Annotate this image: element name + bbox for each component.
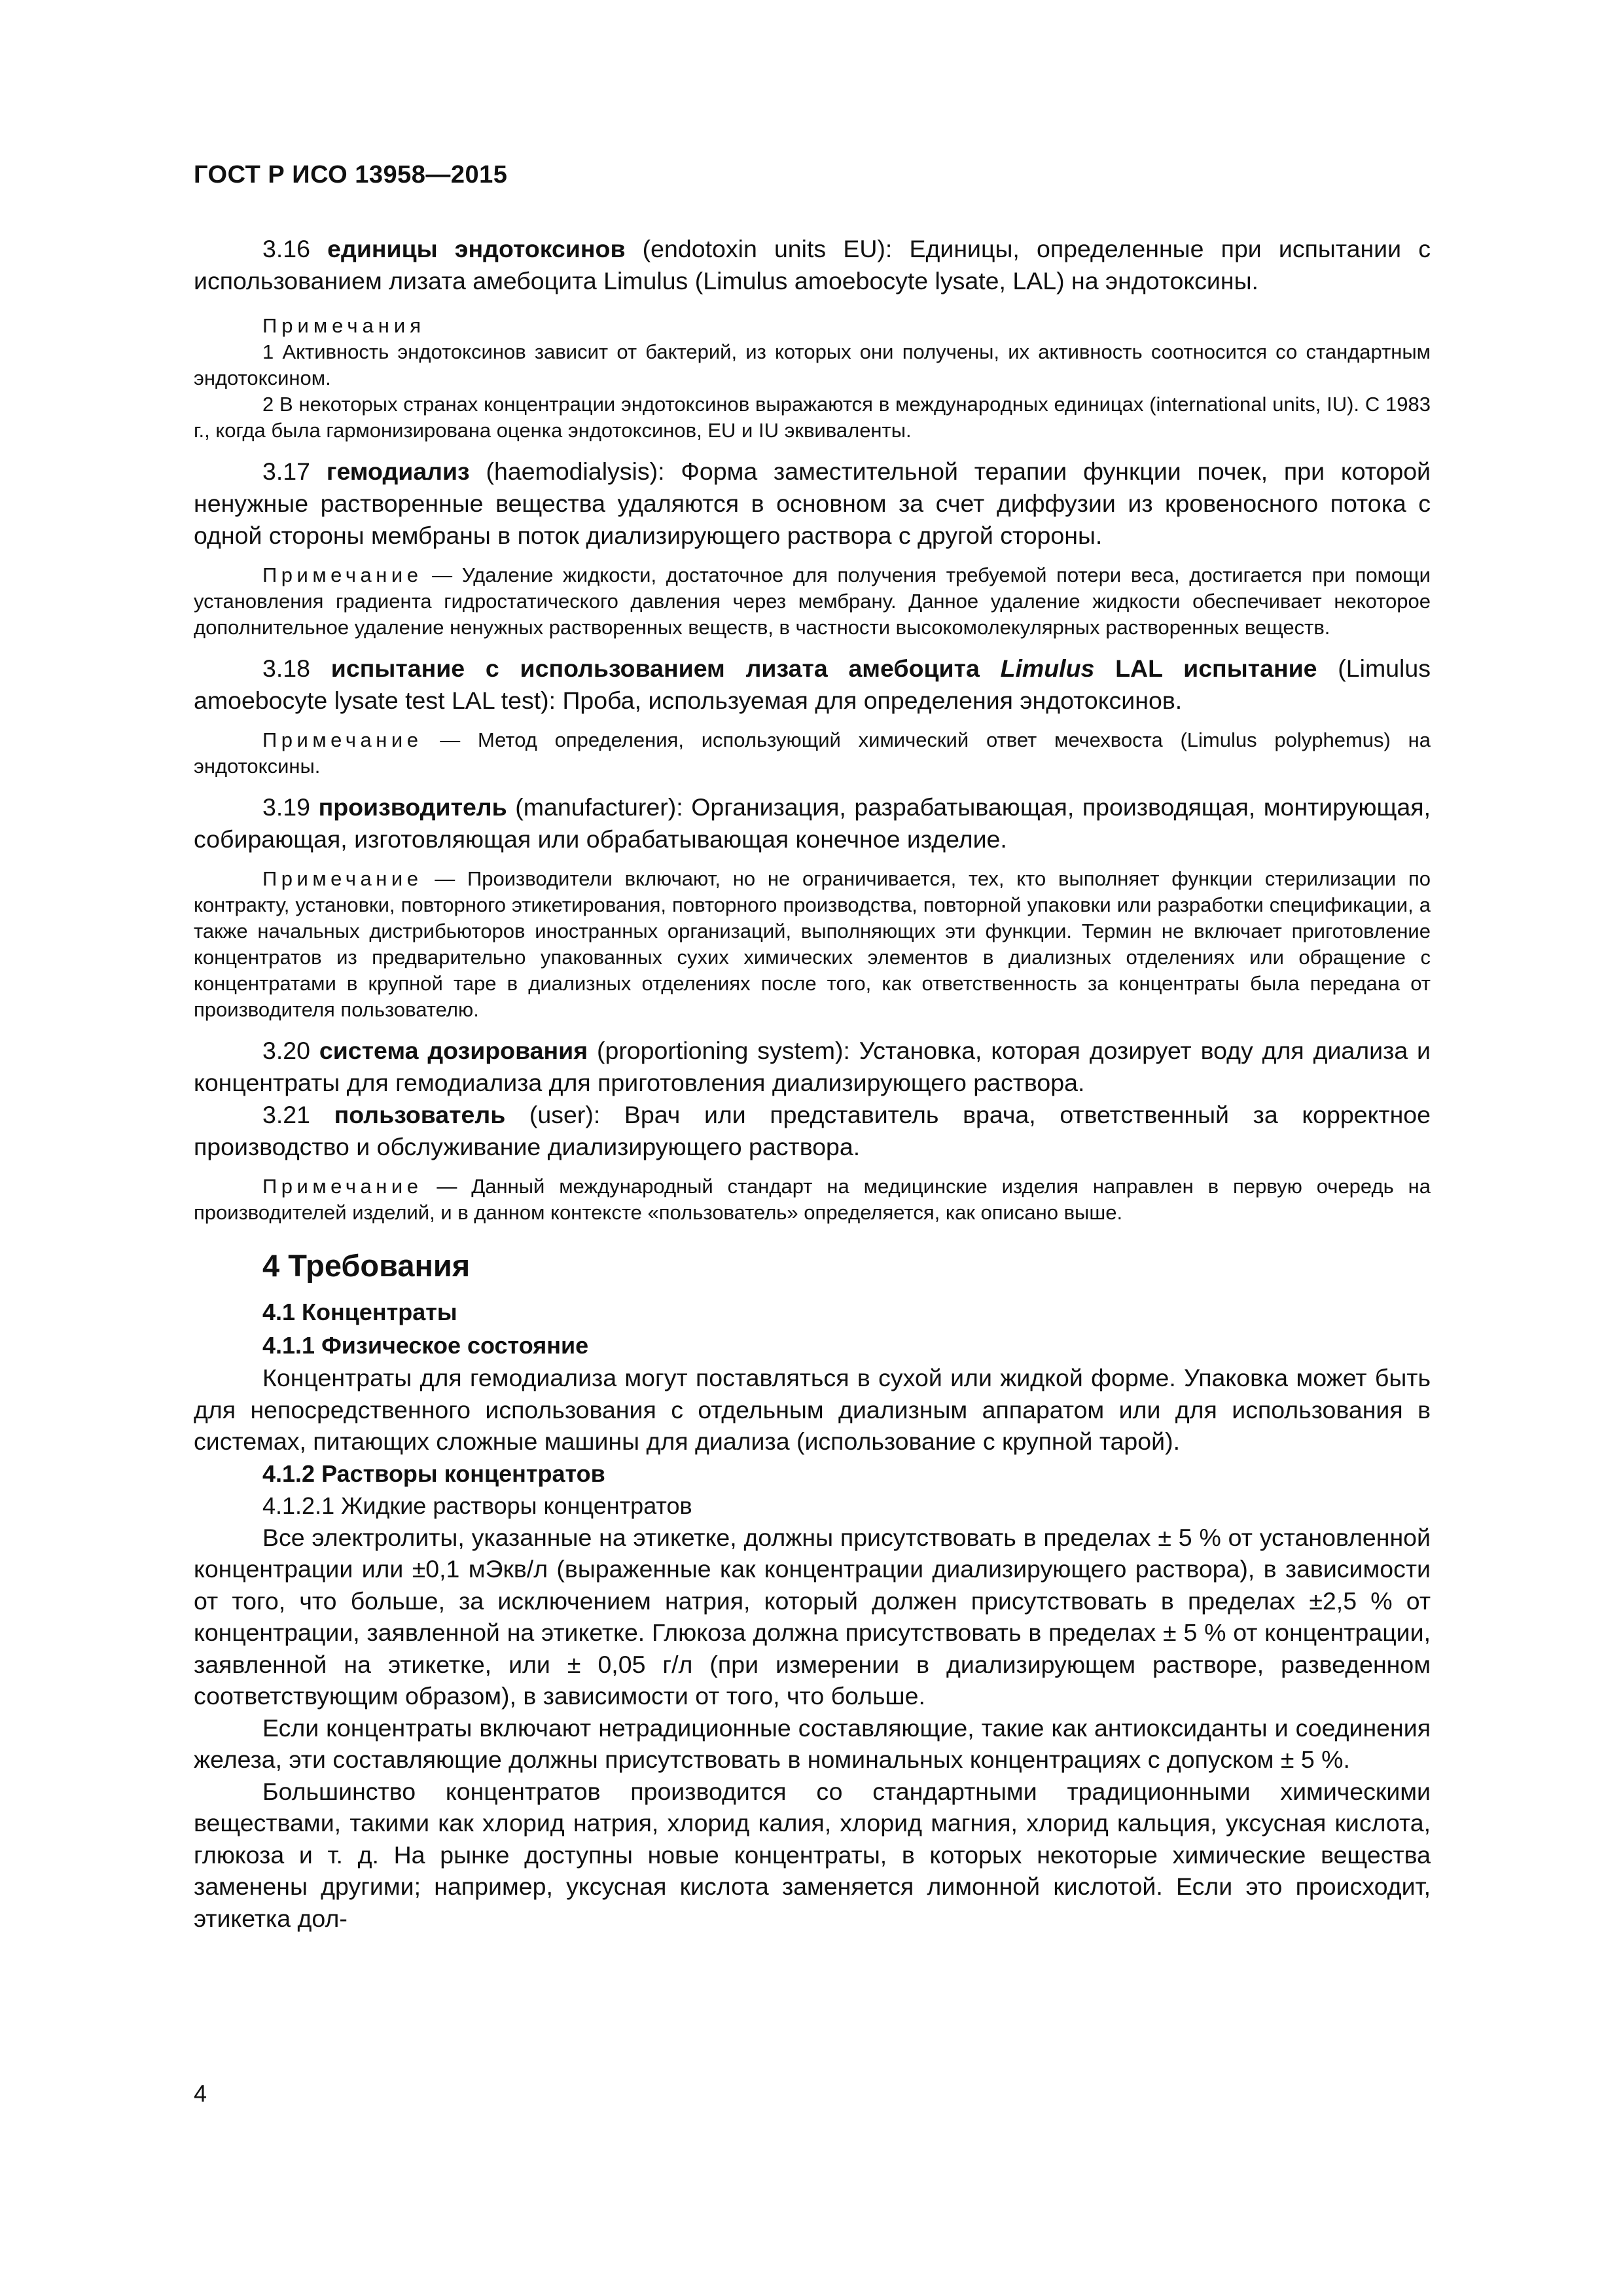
note-label: Примечание: [262, 867, 423, 890]
term-title-a: испытание с использованием лизата амебоцита: [330, 655, 1001, 682]
term-title-italic: Limulus: [1000, 655, 1095, 682]
subsection-heading: 4.1.2 Растворы концентратов: [262, 1460, 605, 1487]
note: [194, 562, 1431, 641]
section-heading: 4 Требования: [262, 1248, 471, 1283]
term-title: [331, 655, 1317, 682]
note-label: Примечание: [262, 728, 423, 751]
term-number: 3.20: [262, 1037, 310, 1064]
note-text: — Метод определения, использующий химический ответ мечехвоста (Limulus polyphemus) на эндотоксины.: [194, 728, 1431, 778]
term-title: система дозирования: [319, 1037, 588, 1064]
term-definition: (proportioning system): Установка, которая дозирует воду для диализа и концентраты для гемодиализа для приготовления диализирующего раствора.: [194, 1037, 1431, 1096]
term-number: 3.21: [262, 1101, 310, 1128]
term-title: производитель: [318, 793, 507, 821]
paragraph: Большинство концентратов производится со стандартными традиционными химическими веществами, такими как хлорид натрия, хлорид калия, хлорид магния, хлорид кальция, уксусная кислота, глюкоза и т. д. На рынке доступны новые концентраты, в которых некоторые химические вещества заменены другими; например, уксусная кислота заменяется лимонной кислотой. Если это происходит, этикетка дол-: [194, 1777, 1431, 1932]
term-number: 3.19: [262, 793, 310, 821]
paragraph: Все электролиты, указанные на этикетке, должны присутствовать в пределах ± 5 % от установленной концентрации или ±0,1 мЭкв/л (выраженные как концентрации диализирующего раствора), в зависимости от того, что больше, за исключением натрия, который должен присутствовать в пределах ±2,5 % от концентрации, заявленной на этикетке. Глюкоза должна присутствовать в пределах ± 5 % от концентрации, заявленной на этикетке, или ± 0,05 г/л (при измерении в диализирующем растворе, разведенном соответствующим образом), в зависимости от того, что больше.: [194, 1523, 1431, 1710]
term-title-b: LAL испытание: [1094, 655, 1317, 682]
clause-heading: 4.1.2.1 Жидкие растворы концентратов: [262, 1492, 692, 1519]
subsection-heading: 4.1 Концентраты: [262, 1299, 457, 1325]
term-number: 3.16: [262, 235, 310, 262]
term-3-19: [194, 791, 1431, 855]
note: [194, 727, 1431, 780]
subsection-heading: 4.1.1 Физическое состояние: [262, 1332, 589, 1359]
note-item: 1 Активность эндотоксинов зависит от бактерий, из которых они получены, их активность соотносится со стандартным эндотоксином.: [194, 340, 1431, 389]
term-3-21: [194, 1099, 1431, 1163]
note-label: Примечание: [262, 564, 423, 586]
document-header: ГОСТ Р ИСО 13958—2015: [194, 161, 508, 188]
term-3-17: [194, 456, 1431, 552]
term-title: пользователь: [334, 1101, 506, 1128]
page-body: [194, 233, 1431, 1934]
note: [194, 1174, 1431, 1226]
paragraph: Если концентраты включают нетрадиционные составляющие, такие как антиоксиданты и соединения железа, эти составляющие должны присутствовать в номинальных концентрациях с допуском ± 5 %.: [194, 1713, 1431, 1773]
note-text: — Удаление жидкости, достаточное для получения требуемой потери веса, достигается при помощи установления градиента гидростатического давления через мембрану. Данное удаление жидкости обеспечивает некоторое дополнительное удаление ненужных растворенных веществ, в частности высокомолекулярных растворенных веществ.: [194, 564, 1431, 639]
note-label: Примечание: [262, 1175, 423, 1198]
note-item: 2 В некоторых странах концентрации эндотоксинов выражаются в международных единицах (international units, IU). С 1983 г., когда была гармонизирована оценка эндотоксинов, EU и IU эквиваленты.: [194, 393, 1431, 442]
paragraph: Концентраты для гемодиализа могут поставляться в сухой или жидкой форме. Упаковка может быть для непосредственного использования с отдельным диализным аппаратом или для использования в системах, питающих сложные машины для диализа (использование с крупной тарой).: [194, 1364, 1431, 1455]
note-text: — Данный международный стандарт на медицинские изделия направлен в первую очередь на производителей изделий, и в данном контексте «пользователь» определяется, как описано выше.: [194, 1175, 1431, 1224]
note-text: — Производители включают, но не ограничивается, тех, кто выполняет функции стерилизации по контракту, установки, повторного этикетирования, повторного производства, повторной упаковки или разработки спецификации, а также начальных дистрибьюторов иностранных организаций, выполняющих эти функции. Термин не включает приготовление концентратов из предварительно упакованных сухих химических элементов в диализных отделениях или обращение с концентратами в крупной таре в диализных отделениях после того, как ответственность за концентраты была передана от производителя пользователю.: [194, 867, 1431, 1021]
term-title: гемодиализ: [326, 457, 470, 485]
term-definition: (user): Врач или представитель врача, ответственный за корректное производство и обслуживание диализирующего раствора.: [194, 1101, 1431, 1160]
term-number: 3.17: [262, 457, 310, 485]
term-definition: (Limulus amoebocyte lysate test LAL test): Проба, используемая для определения эндотоксинов.: [194, 655, 1431, 714]
term-3-18: [194, 653, 1431, 717]
term-3-20: [194, 1035, 1431, 1099]
term-definition: (haemodialysis): Форма заместительной терапии функции почек, при которой ненужные растворенные вещества удаляются в основном за счет диффузии из кровеносного потока с одной стороны мембраны в поток диализирующего раствора с другой стороны.: [194, 457, 1431, 549]
term-title: единицы эндотоксинов: [327, 235, 626, 262]
term-definition: (manufacturer): Организация, разрабатывающая, производящая, монтирующая, собирающая, изготовляющая или обрабатывающая конечное изделие.: [194, 793, 1431, 853]
term-3-16: [194, 233, 1431, 297]
note: [194, 866, 1431, 1023]
page-number: 4: [194, 2080, 207, 2107]
term-number: 3.18: [262, 655, 310, 682]
notes-label: Примечания: [262, 314, 425, 337]
term-definition: (endotoxin units EU): Единицы, определенные при испытании с использованием лизата амебоцита Limulus (Limulus amoebocyte lysate, LAL) на эндотоксины.: [194, 235, 1431, 295]
